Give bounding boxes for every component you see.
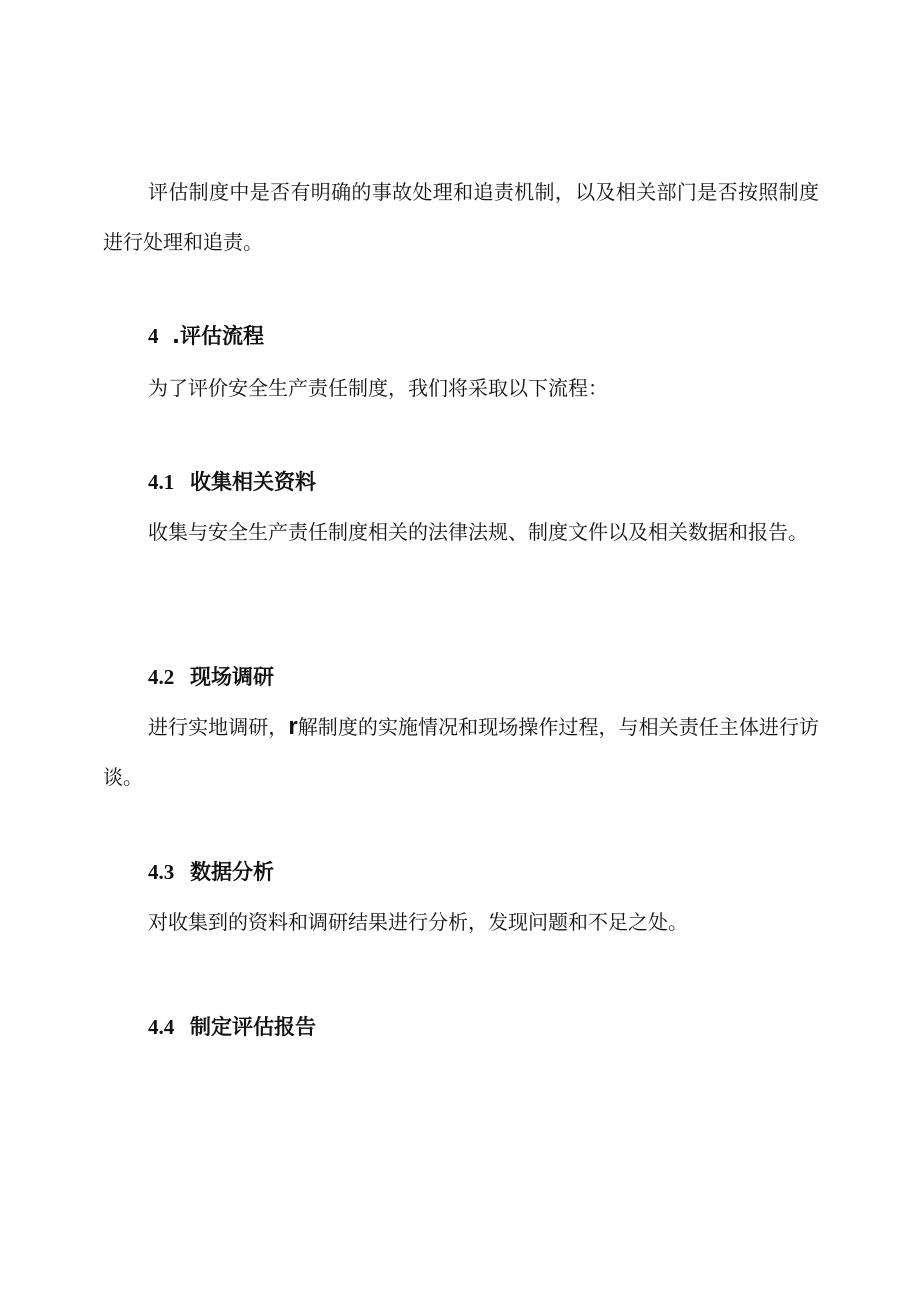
subsection-4-3-number: 4.3	[148, 860, 175, 884]
subsection-4-3-heading	[148, 857, 274, 887]
section-4-intro: 为了评价安全生产责任制度，我们将采取以下流程：	[148, 376, 608, 400]
section-4-heading	[148, 321, 264, 351]
intro-paragraph: 评估制度中是否有明确的事故处理和追责机制，以及相关部门是否按照制度进行处理和追责。	[103, 180, 819, 254]
subsection-4-1-body: 收集与安全生产责任制度相关的法律法规、制度文件以及相关数据和报告。	[148, 520, 808, 544]
subsection-4-3-title: 数据分析	[190, 860, 274, 884]
subsection-4-3-body: 对收集到的资料和调研结果进行分析，发现问题和不足之处。	[148, 910, 688, 934]
subsection-4-2-body-start: 进行实地调研，	[148, 715, 289, 739]
subsection-4-4-number: 4.4	[148, 1015, 175, 1039]
section-4-number: 4	[148, 324, 159, 348]
subsection-4-2-number: 4.2	[148, 665, 175, 689]
subsection-4-1-number: 4.1	[148, 470, 175, 494]
subsection-4-2-heading	[148, 662, 274, 692]
stray-glyph: r	[288, 713, 298, 740]
subsection-4-2-body	[103, 702, 819, 802]
subsection-4-4-heading	[148, 1012, 316, 1042]
section-4-title: .评估流程	[172, 324, 264, 348]
subsection-4-1-title: 收集相关资料	[190, 470, 316, 494]
subsection-4-1-heading	[148, 467, 316, 497]
subsection-4-2-body-end: 解制度的实施情况和现场操作过程，与相关责任主体进行访谈。	[103, 715, 820, 789]
subsection-4-4-title: 制定评估报告	[190, 1015, 316, 1039]
subsection-4-2-title: 现场调研	[190, 665, 274, 689]
